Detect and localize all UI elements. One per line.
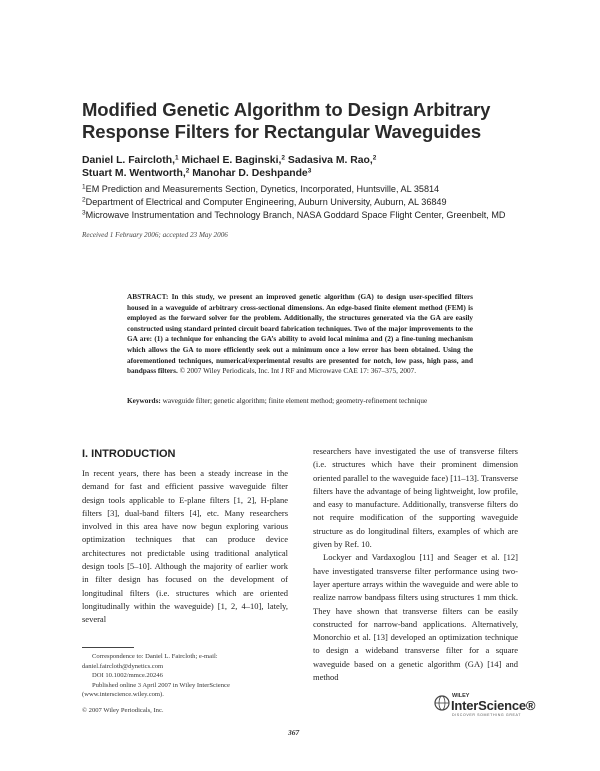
abstract-citation: © 2007 Wiley Periodicals, Inc. Int J RF and Microwave CAE 17: 367–375, 2007.	[177, 367, 417, 376]
received-date: Received 1 February 2006; accepted 23 May 2006	[82, 231, 228, 239]
affiliation: $^2$Department of Electrical and Computer Engineering, Auburn University, Auburn, AL 36849	[82, 196, 447, 207]
page-number: 367	[288, 728, 300, 737]
paper-title: Modified Genetic Algorithm to Design Arbitrary Response Filters for Rectangular Waveguides	[82, 99, 491, 142]
author-line-2	[82, 167, 542, 180]
abstract	[127, 292, 473, 377]
author: Manohar D. Deshpande$^3$	[189, 167, 312, 179]
author-line-1	[82, 154, 542, 167]
footnote	[82, 652, 288, 700]
abstract-label: ABSTRACT:	[127, 293, 169, 301]
affiliation: $^1$EM Prediction and Measurements Section, Dynetics, Incorporated, Huntsville, AL 35814	[82, 183, 440, 194]
paragraph: researchers have investigated the use of transverse filters (i.e. structures which have their prominent dimension oriented parallel to the waveguide face) [11–13]. Transverse filters have the advantage of being lightweight, low profile, and easy to manufacture. Additionally, transverse filters do not require modification of the supporting waveguide structure as do longitudinal filters, examples of which are given by Ref. 10.	[313, 446, 518, 550]
correspondence: Correspondence to: Daniel L. Faircloth; e-mail: daniel.faircloth@dynetics.com	[82, 653, 218, 670]
footnote-rule	[82, 647, 134, 648]
body-column-left	[82, 467, 288, 627]
body-column-right	[313, 445, 518, 684]
keywords	[127, 396, 473, 407]
author: Daniel L. Faircloth,$^1$	[82, 154, 179, 166]
author-list	[82, 154, 542, 180]
paragraph: Lockyer and Vardaxoglou [11] and Seager et al. [12] have investigated transverse filter performance using two-layer aperture arrays within the waveguide and were able to realize narrow bandpass filters using structures 1 mm thick. They have shown that transverse filters can be easily constructed for narrow-band applications. Alternatively, Monorchio et al. [13] developed an optimization technique to design a wideband transverse filter for a square waveguide based on a genetic algorithm (GA) [14] and method	[313, 552, 518, 683]
keywords-label: Keywords:	[127, 397, 161, 405]
doi: DOI 10.1002/mmce.20246	[92, 672, 163, 680]
published-online: Published online 3 April 2007 in Wiley InterScience (www.interscience.wiley.com).	[82, 681, 230, 699]
author: Michael E. Baginski,$^2$	[178, 154, 285, 166]
author: Stuart M. Wentworth,$^2$	[82, 167, 190, 179]
logo-brand: WILEY	[452, 693, 470, 699]
copyright: © 2007 Wiley Periodicals, Inc.	[82, 707, 164, 714]
logo-tagline: DISCOVER SOMETHING GREAT	[452, 713, 522, 717]
logo-name: InterScience®	[451, 698, 536, 713]
abstract-body: In this study, we present an improved genetic algorithm (GA) to design user-specified filters housed in a waveguide of arbitrary cross-sectional dimensions. An edge-based finite element method (FEM) is employed as the forward solver for the problem. Additionally, the structures generated via the GA are easily constructed using standard printed circuit board fabrication techniques. Two of the major improvements to the GA are: (1) a technique for enhancing the GA’s ability to avoid local minima and (2) a fine-tuning mechanism which allows the GA to more efficiently seek out a minimum once a low error has been obtained. Using the aforementioned techniques, numerical/experimental results are presented for notch, low pass, high pass, and bandpass filters.	[127, 293, 473, 376]
author: Sadasiva M. Rao,$^2$	[285, 154, 377, 166]
globe-icon	[434, 695, 450, 711]
keywords-text: waveguide filter; genetic algorithm; finite element method; geometry-refinement technique	[160, 397, 428, 405]
affiliation: $^3$Microwave Instrumentation and Technology Branch, NASA Goddard Space Flight Center, Greenbelt, MD	[82, 209, 506, 220]
section-heading: I. INTRODUCTION	[82, 448, 176, 460]
wiley-interscience-logo	[434, 693, 536, 719]
affiliation-list	[82, 183, 552, 222]
paragraph: In recent years, there has been a steady increase in the demand for fast and efficient passive waveguide filter design tools applicable to E-plane filters [1, 2], H-plane filters [3], dual-band filters [4], etc. Many researchers involved in this area have now begun exploring various optimization techniques that can produce device architectures not predictable using traditional analytical design tools [5–10]. Although the majority of earlier work in filter design has focused on the development of longitudinal filters (i.e. structures which are oriented longitudinally within the waveguide) [1, 2, 4–10], lately, several	[82, 468, 288, 625]
